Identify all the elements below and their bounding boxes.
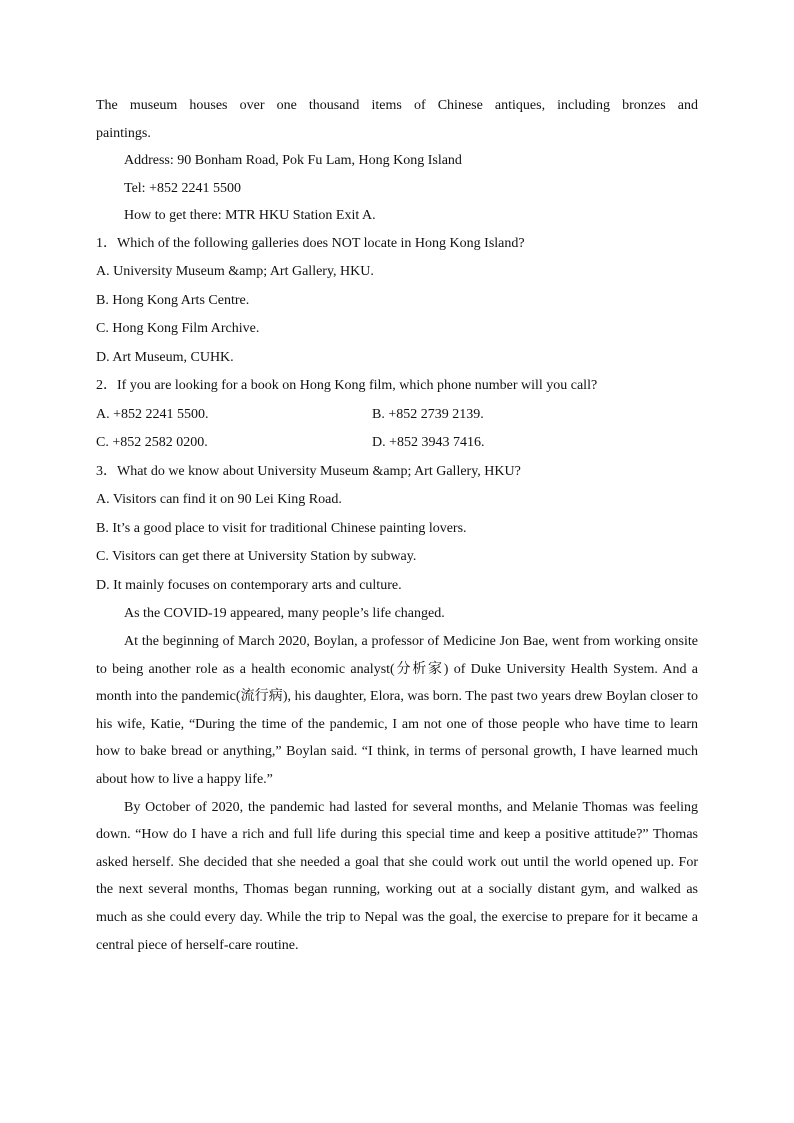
- question-2-stem: 2．If you are looking for a book on Hong Kong film, which phone number will you call?: [96, 378, 598, 394]
- question-3-option-c: C. Visitors can get there at University Station by subway.: [96, 549, 417, 565]
- directions-line: How to get there: MTR HKU Station Exit A.: [124, 208, 376, 224]
- question-3-option-a: A. Visitors can find it on 90 Lei King Road.: [96, 492, 342, 508]
- question-1-option-d: D. Art Museum, CUHK.: [96, 349, 234, 365]
- question-2-option-c: C. +852 2582 0200.: [96, 435, 208, 451]
- question-1-option-c: C. Hong Kong Film Archive.: [96, 321, 260, 337]
- question-1-option-a: A. University Museum &amp; Art Gallery, HKU.: [96, 264, 374, 280]
- question-2-option-b: B. +852 2739 2139.: [372, 406, 484, 422]
- intro-line-2: paintings.: [96, 125, 151, 141]
- question-1-option-b: B. Hong Kong Arts Centre.: [96, 292, 250, 308]
- passage-paragraph-2-text: By October of 2020, the pandemic had lasted for several months, and Melanie Thomas was feeling down. “How do I have a rich and full life during this special time and keep a positive attitude?” Thomas asked herself. She decided that she needed a goal that she could work out until the world opened up. For the next several months, Thomas began running, working out at a socially distant gym, and walked as much as she could every day. While the trip to Nepal was the goal, the exercise to prepare for it became a central piece of herself-care routine.: [96, 799, 698, 953]
- address-line: Address: 90 Bonham Road, Pok Fu Lam, Hong Kong Island: [124, 153, 462, 169]
- question-2-options-row-2: [96, 429, 698, 458]
- question-3-option-d: D. It mainly focuses on contemporary arts and culture.: [96, 577, 402, 593]
- question-1-stem: 1．Which of the following galleries does NOT locate in Hong Kong Island?: [96, 235, 525, 251]
- question-2-option-d: D. +852 3943 7416.: [372, 435, 485, 451]
- passage-paragraph-1-text: At the beginning of March 2020, Boylan, a professor of Medicine Jon Bae, went from working onsite to being another role as a health economic analyst(分析家) of Duke University Health System. And a month into the pandemic(流行病), his daughter, Elora, was born. The past two years drew Boylan closer to his wife, Katie, “During the time of the pandemic, I am not one of those people who have time to learn how to bake bread or anything,” Boylan said. “I think, in terms of personal growth, I have learned much about how to live a happy life.”: [96, 634, 698, 788]
- intro-line-1: The museum houses over one thousand items of Chinese antiques, including bronzes and: [96, 98, 698, 113]
- document-page: [96, 92, 698, 959]
- question-3-option-b: B. It’s a good place to visit for traditional Chinese painting lovers.: [96, 520, 467, 536]
- question-2-option-a: A. +852 2241 5500.: [96, 406, 209, 422]
- question-3-stem: 3．What do we know about University Museum &amp; Art Gallery, HKU?: [96, 463, 521, 479]
- tel-line: Tel: +852 2241 5500: [124, 180, 241, 196]
- passage-opening: As the COVID-19 appeared, many people’s life changed.: [124, 606, 445, 622]
- question-2-options-row-1: [96, 401, 698, 430]
- passage-paragraph-2: [96, 794, 698, 960]
- passage-paragraph-1: [96, 628, 698, 794]
